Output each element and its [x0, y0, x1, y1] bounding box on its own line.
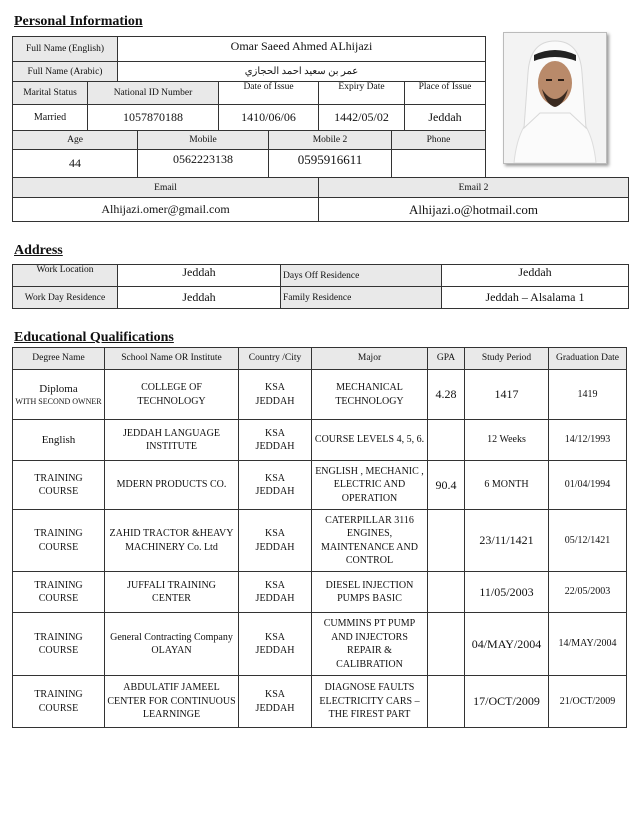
table-row	[13, 676, 627, 728]
grad: 14/MAY/2004	[549, 613, 627, 676]
email2-value: Alhijazi.o@hotmail.com	[319, 198, 629, 222]
school: MDERN PRODUCTS CO.	[105, 461, 239, 510]
family-value: Jeddah – Alsalama 1	[442, 287, 629, 309]
age-label: Age	[13, 131, 138, 150]
degree: TRAINING COURSE	[13, 461, 105, 510]
mobile-value: 0562223138	[138, 150, 269, 178]
table-row	[13, 613, 627, 676]
mobile2-value: 0595916611	[269, 150, 392, 178]
phone-label: Phone	[392, 131, 486, 150]
mobile-label: Mobile	[138, 131, 269, 150]
personal-info-heading: Personal Information	[14, 14, 143, 29]
period: 04/MAY/2004	[465, 613, 549, 676]
gpa	[428, 572, 465, 613]
period: 12 Weeks	[465, 420, 549, 461]
email-table	[12, 177, 629, 222]
personal-id-table	[12, 81, 486, 131]
full-name-en-value: Omar Saeed Ahmed ALhijazi	[118, 37, 486, 62]
work-location-label: Work Location	[13, 265, 118, 287]
school: General Contracting Company OLAYAN	[105, 613, 239, 676]
full-name-en-label: Full Name (English)	[13, 37, 118, 62]
grad: 22/05/2003	[549, 572, 627, 613]
major: ENGLISH , MECHANIC , ELECTRIC AND OPERATION	[312, 461, 428, 510]
city: JEDDAH	[255, 441, 295, 452]
gpa	[428, 420, 465, 461]
major: CATERPILLAR 3116 ENGINES, MAINTENANCE AND CONTROL	[312, 510, 428, 572]
marital-value: Married	[13, 105, 88, 131]
email-value: Alhijazi.omer@gmail.com	[13, 198, 319, 222]
email-label: Email	[13, 178, 319, 198]
degree: TRAINING COURSE	[13, 676, 105, 728]
mobile2-label: Mobile 2	[269, 131, 392, 150]
gpa: 4.28	[428, 370, 465, 420]
school: COLLEGE OF TECHNOLOGY	[105, 370, 239, 420]
major: MECHANICAL TECHNOLOGY	[312, 370, 428, 420]
degree: TRAINING COURSE	[13, 613, 105, 676]
address-table	[12, 264, 629, 309]
grad: 05/12/1421	[549, 510, 627, 572]
days-off-value: Jeddah	[442, 265, 629, 287]
degree: TRAINING COURSE	[13, 510, 105, 572]
header-degree: Degree Name	[13, 348, 105, 370]
header-major: Major	[312, 348, 428, 370]
place-value: Jeddah	[405, 105, 486, 131]
days-off-label: Days Off Residence	[281, 265, 442, 287]
country: KSA	[264, 631, 285, 643]
school: JEDDAH LANGUAGE INSTITUTE	[105, 420, 239, 461]
school: JUFFALI TRAINING CENTER	[105, 572, 239, 613]
gpa	[428, 676, 465, 728]
school: ABDULATIF JAMEEL CENTER FOR CONTINUOUS LEARNINGE	[105, 676, 239, 728]
degree: TRAINING COURSE	[13, 572, 105, 613]
email2-label: Email 2	[319, 178, 629, 198]
full-name-ar-label: Full Name (Arabic)	[13, 62, 118, 82]
period: 6 MONTH	[465, 461, 549, 510]
header-period: Study Period	[465, 348, 549, 370]
education-table	[12, 347, 627, 728]
gpa: 90.4	[428, 461, 465, 510]
grad: 1419	[549, 370, 627, 420]
country: KSA	[264, 579, 285, 591]
period: 17/OCT/2009	[465, 676, 549, 728]
country: KSA	[264, 382, 285, 393]
address-heading: Address	[14, 243, 63, 258]
grad: 21/OCT/2009	[549, 676, 627, 728]
school: ZAHID TRACTOR &HEAVY MACHINERY Co. Ltd	[105, 510, 239, 572]
place-label: Place of Issue	[405, 82, 486, 105]
expiry-value: 1442/05/02	[319, 105, 405, 131]
table-row	[13, 370, 627, 420]
country: KSA	[264, 689, 285, 700]
grad: 01/04/1994	[549, 461, 627, 510]
family-label: Family Residence	[281, 287, 442, 309]
header-grad: Graduation Date	[549, 348, 627, 370]
city: JEDDAH	[255, 702, 295, 714]
marital-label: Marital Status	[13, 82, 88, 105]
country: KSA	[264, 528, 285, 539]
header-country: Country /City	[239, 348, 312, 370]
city: JEDDAH	[255, 486, 295, 497]
city: JEDDAH	[255, 395, 295, 407]
personal-contact-table	[12, 130, 486, 178]
education-header-row	[13, 348, 627, 370]
country: KSA	[264, 427, 285, 439]
major: CUMMINS PT PUMP AND INJECTORS REPAIR & CALIBRATION	[312, 613, 428, 676]
header-school: School Name OR Institute	[105, 348, 239, 370]
expiry-label: Expiry Date	[319, 82, 405, 105]
degree-sub: WITH SECOND OWNER	[15, 396, 102, 406]
table-row	[13, 420, 627, 461]
major: DIESEL INJECTION PUMPS BASIC	[312, 572, 428, 613]
national-id-value: 1057870188	[88, 105, 219, 131]
profile-photo	[503, 32, 607, 164]
full-name-ar-value: عمر بن سعيد احمد الحجازي	[118, 62, 486, 82]
header-gpa: GPA	[428, 348, 465, 370]
city: JEDDAH	[255, 645, 295, 656]
work-location-value: Jeddah	[118, 265, 281, 287]
grad: 14/12/1993	[549, 420, 627, 461]
period: 1417	[465, 370, 549, 420]
country: KSA	[264, 472, 285, 484]
issue-date-value: 1410/06/06	[219, 105, 319, 131]
city: JEDDAH	[255, 541, 295, 553]
gpa	[428, 613, 465, 676]
age-value: 44	[13, 150, 138, 178]
major: COURSE LEVELS 4, 5, 6.	[312, 420, 428, 461]
degree: English	[13, 420, 105, 461]
work-day-value: Jeddah	[118, 287, 281, 309]
table-row	[13, 572, 627, 613]
gpa	[428, 510, 465, 572]
education-heading: Educational Qualifications	[14, 330, 174, 345]
period: 11/05/2003	[465, 572, 549, 613]
degree: Diploma	[39, 382, 78, 395]
period: 23/11/1421	[465, 510, 549, 572]
work-day-label: Work Day Residence	[13, 287, 118, 309]
issue-date-label: Date of Issue	[219, 82, 319, 105]
national-id-label: National ID Number	[88, 82, 219, 105]
major: DIAGNOSE FAULTS ELECTRICITY CARS – THE FIREST PART	[312, 676, 428, 728]
personal-name-table	[12, 36, 486, 82]
city: JEDDAH	[255, 593, 295, 604]
table-row	[13, 461, 627, 510]
phone-value	[392, 150, 486, 178]
table-row	[13, 510, 627, 572]
